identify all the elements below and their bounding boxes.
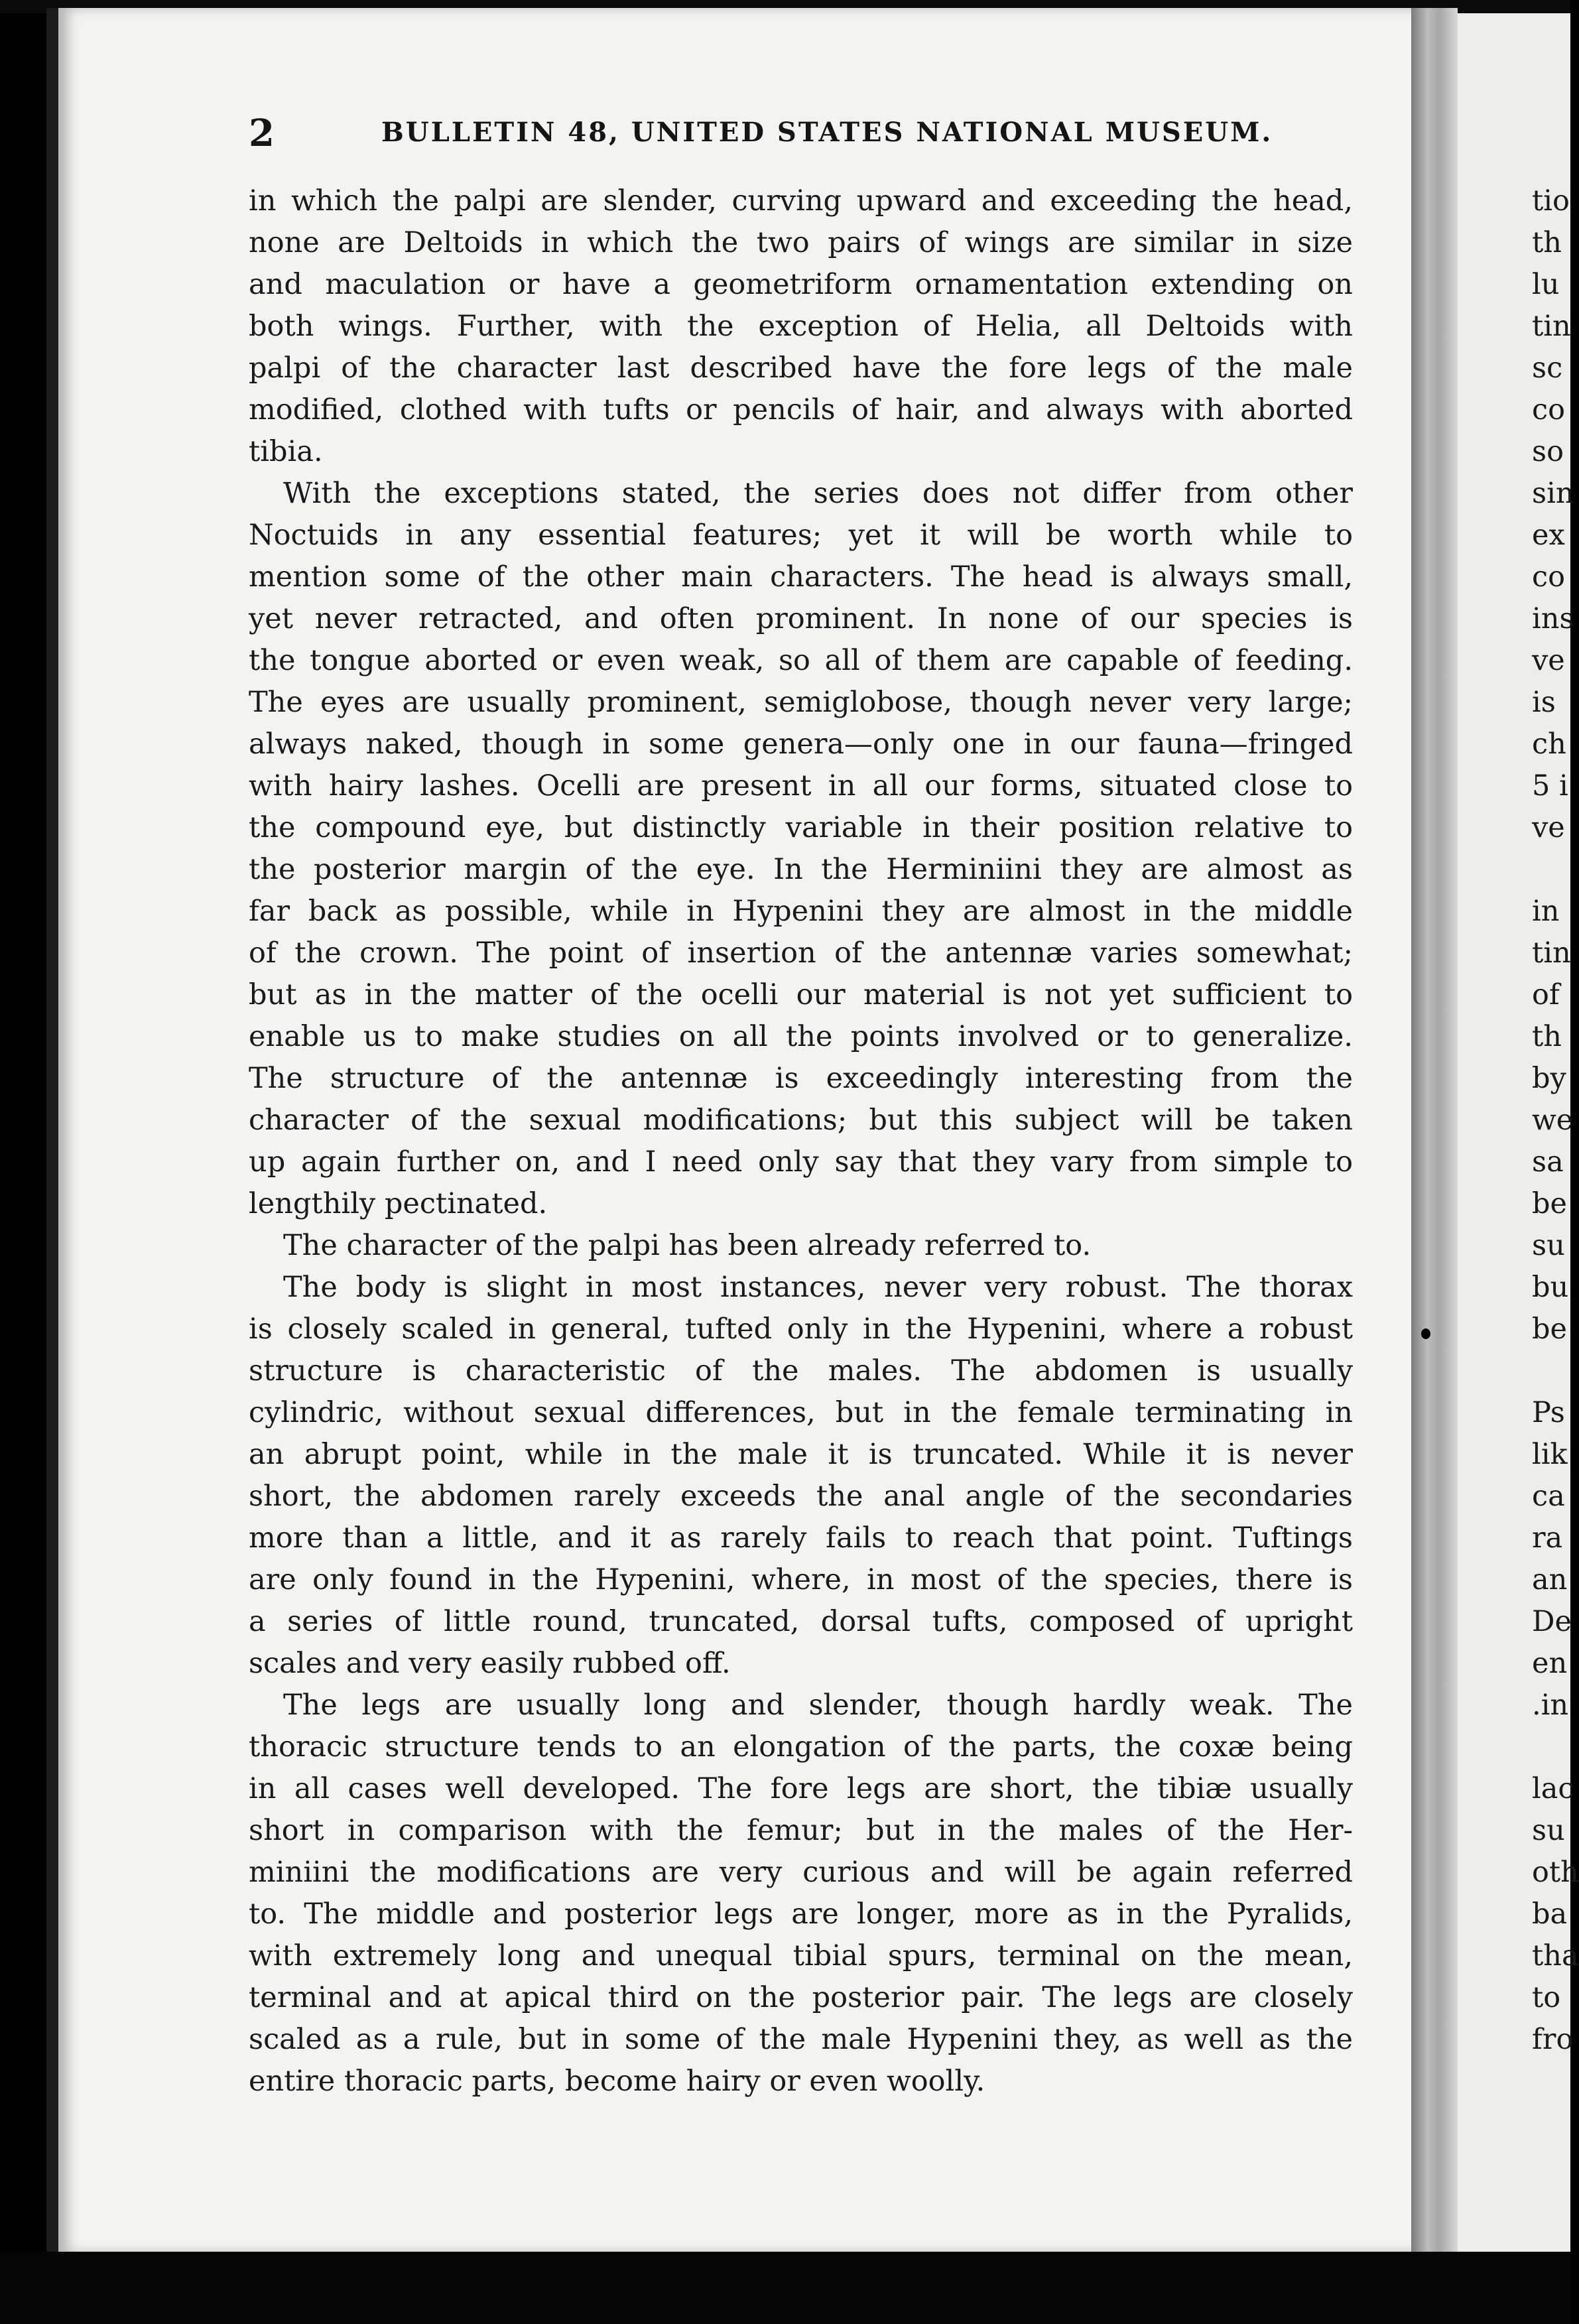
text-line: an abrupt point, while in the male it is truncated. While it is never [249, 1438, 1353, 1471]
facing-text-fragment: ins [1532, 602, 1574, 635]
text-line: up again further on, and I need only say that they vary from simple to [249, 1145, 1353, 1179]
text-line: a series of little round, truncated, dorsal tufts, composed of upright [249, 1605, 1353, 1638]
facing-text-fragment: th [1532, 1020, 1562, 1053]
text-line: scales and very easily rubbed off. [249, 1647, 731, 1680]
facing-page-text [1532, 180, 1579, 2061]
running-head: BULLETIN 48, UNITED STATES NATIONAL MUSEUM. [381, 117, 1273, 148]
facing-text-fragment: we [1532, 1104, 1574, 1137]
facing-text-fragment: ve [1532, 644, 1565, 677]
text-line: both wings. Further, with the exception of Helia, all Deltoids with [249, 310, 1353, 343]
facing-text-fragment: tin [1532, 310, 1571, 343]
facing-text-fragment: co [1532, 560, 1565, 594]
facing-text-fragment: Ps [1532, 1396, 1565, 1429]
text-line: modified, clothed with tufts or pencils of hair, and always with aborted [249, 393, 1353, 426]
text-line: short, the abdomen rarely exceeds the anal angle of the secondaries [249, 1480, 1353, 1513]
facing-text-fragment [1532, 1726, 1570, 1768]
page-number: 2 [249, 111, 275, 155]
text-line: always naked, though in some genera—only one in our fauna—fringed [249, 728, 1353, 761]
text-line: of the crown. The point of insertion of the antennæ varies somewhat; [249, 936, 1353, 970]
facing-text-fragment: lu [1532, 268, 1560, 301]
facing-text-fragment: oth [1532, 1856, 1579, 1889]
facing-text-fragment: be [1532, 1313, 1567, 1346]
facing-text-fragment: of [1532, 978, 1560, 1011]
text-line: enable us to make studies on all the points involved or to generalize. [249, 1020, 1353, 1053]
text-line: none are Deltoids in which the two pairs of wings are similar in size [249, 226, 1353, 259]
text-line: the tongue aborted or even weak, so all of them are capable of feeding. [249, 644, 1353, 677]
text-line: short in comparison with the femur; but in the males of the Her- [249, 1814, 1353, 1847]
facing-text-fragment: su [1532, 1814, 1565, 1847]
facing-text-fragment: sin [1532, 477, 1574, 510]
facing-text-fragment [1532, 1350, 1570, 1392]
text-line: the posterior margin of the eye. In the Herminiini they are almost as [249, 853, 1353, 886]
facing-text-fragment: .in [1532, 1689, 1569, 1722]
text-line: yet never retracted, and often prominent. In none of our species is [249, 602, 1353, 635]
page-header [249, 111, 1356, 158]
facing-text-fragment: by [1532, 1062, 1566, 1095]
facing-text-fragment: De [1532, 1605, 1572, 1638]
facing-text-fragment: to [1532, 1981, 1561, 2014]
text-line: to. The middle and posterior legs are longer, more as in the Pyralids, [249, 1898, 1353, 1931]
facing-text-fragment: tin [1532, 936, 1571, 970]
text-line: The legs are usually long and slender, though hardly weak. The [283, 1689, 1353, 1722]
facing-text-fragment: tha [1532, 1939, 1579, 1972]
facing-text-fragment: sc [1532, 352, 1563, 385]
text-line: Noctuids in any essential features; yet it will be worth while to [249, 519, 1353, 552]
facing-text-fragment: bu [1532, 1271, 1569, 1304]
facing-text-fragment: en [1532, 1647, 1568, 1680]
facing-text-fragment: co [1532, 393, 1565, 426]
book-gutter [1411, 8, 1458, 2253]
text-line: The body is slight in most instances, never very robust. The thorax [283, 1271, 1353, 1304]
facing-text-fragment: th [1532, 226, 1562, 259]
facing-text-fragment: ba [1532, 1898, 1568, 1931]
facing-text-fragment: so [1532, 435, 1564, 468]
text-line: lengthily pectinated. [249, 1187, 548, 1220]
body-text [249, 180, 1353, 2102]
facing-text-fragment: ch [1532, 728, 1566, 761]
bottom-edge [0, 2252, 1570, 2324]
text-line: scaled as a rule, but in some of the male Hypenini they, as well as the [249, 2023, 1353, 2056]
text-line: in all cases well developed. The fore legs are short, the tibiæ usually [249, 1772, 1353, 1805]
text-line: the compound eye, but distinctly variable in their position relative to [249, 811, 1353, 844]
text-line: The eyes are usually prominent, semiglobose, though never very large; [249, 686, 1353, 719]
facing-text-fragment: sa [1532, 1145, 1564, 1179]
facing-text-fragment: ca [1532, 1480, 1565, 1513]
text-line: in which the palpi are slender, curving upward and exceeding the head, [249, 184, 1353, 218]
text-line: The structure of the antennæ is exceedingly interesting from the [249, 1062, 1353, 1095]
facing-text-fragment: lik [1532, 1438, 1568, 1471]
facing-text-fragment: in [1532, 895, 1560, 928]
text-line: structure is characteristic of the males. The abdomen is usually [249, 1354, 1353, 1388]
text-line: and maculation or have a geometriform ornamentation extending on [249, 268, 1353, 301]
text-line: mention some of the other main characters. The head is always small, [249, 560, 1353, 594]
facing-text-fragment: ve [1532, 811, 1565, 844]
text-line: terminal and at apical third on the posterior pair. The legs are closely [249, 1981, 1353, 2014]
facing-text-fragment: lac [1532, 1772, 1574, 1805]
text-line: with hairy lashes. Ocelli are present in all our forms, situated close to [249, 769, 1353, 803]
gutter-dot [1421, 1328, 1430, 1339]
text-line: thoracic structure tends to an elongation of the parts, the coxæ being [249, 1730, 1353, 1764]
facing-text-fragment: be [1532, 1187, 1567, 1220]
text-line: miniini the modifications are very curious and will be again referred [249, 1856, 1353, 1889]
facing-text-fragment [1532, 849, 1570, 891]
text-line: entire thoracic parts, become hairy or even woolly. [249, 2065, 985, 2098]
text-line: are only found in the Hypenini, where, in most of the species, there is [249, 1563, 1353, 1596]
text-line: far back as possible, while in Hypenini they are almost in the middle [249, 895, 1353, 928]
facing-text-fragment: ra [1532, 1521, 1563, 1555]
text-line: with extremely long and unequal tibial spurs, terminal on the mean, [249, 1939, 1353, 1972]
facing-text-fragment: is [1532, 686, 1556, 719]
text-line: more than a little, and it as rarely fails to reach that point. Tuftings [249, 1521, 1353, 1555]
text-line: character of the sexual modifications; but this subject will be taken [249, 1104, 1353, 1137]
text-line: With the exceptions stated, the series does not differ from other [283, 477, 1353, 510]
facing-text-fragment: 5 i [1532, 769, 1568, 803]
facing-text-fragment: tio [1532, 184, 1570, 218]
text-line: The character of the palpi has been already referred to. [283, 1229, 1092, 1262]
facing-text-fragment: su [1532, 1229, 1565, 1262]
text-line: is closely scaled in general, tufted only in the Hypenini, where a robust [249, 1313, 1353, 1346]
text-line: cylindric, without sexual differences, but in the female terminating in [249, 1396, 1353, 1429]
facing-text-fragment: ex [1532, 519, 1565, 552]
facing-text-fragment: fro [1532, 2023, 1574, 2056]
facing-text-fragment: an [1532, 1563, 1568, 1596]
text-line: palpi of the character last described have the fore legs of the male [249, 352, 1353, 385]
text-line: tibia. [249, 435, 323, 468]
text-line: but as in the matter of the ocelli our material is not yet sufficient to [249, 978, 1353, 1011]
